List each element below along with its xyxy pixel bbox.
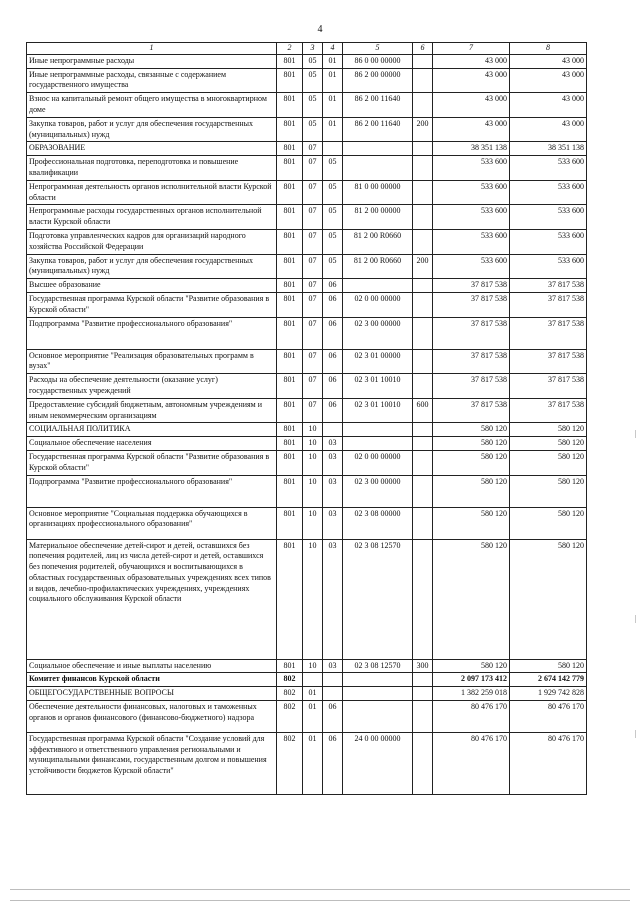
cell-c7: 533 600 [433, 180, 510, 205]
cell-c2: 801 [277, 254, 303, 279]
table-row [27, 475, 587, 507]
cell-c4: 06 [323, 374, 343, 399]
col-header: 7 [433, 43, 510, 55]
cell-c8: 38 351 138 [510, 142, 587, 156]
cell-c7: 580 120 [433, 659, 510, 673]
cell-c6 [413, 54, 433, 68]
cell-c8: 533 600 [510, 156, 587, 181]
cell-c4: 06 [323, 700, 343, 732]
cell-c6 [413, 180, 433, 205]
cell-c6 [413, 317, 433, 349]
table-row [27, 54, 587, 68]
margin-mark [635, 730, 636, 738]
cell-c7: 38 351 138 [433, 142, 510, 156]
cell-c3: 07 [303, 374, 323, 399]
cell-c3: 07 [303, 279, 323, 293]
cell-c7: 533 600 [433, 254, 510, 279]
cell-c2: 802 [277, 732, 303, 794]
cell-c5: 02 0 00 00000 [343, 292, 413, 317]
cell-c6 [413, 349, 433, 374]
row-label: Взнос на капитальный ремонт общего имущества в многоквартирном доме [27, 93, 277, 118]
table-row [27, 687, 587, 701]
table-row [27, 156, 587, 181]
cell-c6 [413, 68, 433, 93]
cell-c8: 580 120 [510, 507, 587, 539]
cell-c6 [413, 673, 433, 687]
cell-c6 [413, 450, 433, 475]
cell-c3: 07 [303, 317, 323, 349]
cell-c8: 533 600 [510, 205, 587, 230]
cell-c4: 03 [323, 450, 343, 475]
cell-c4 [323, 673, 343, 687]
cell-c6 [413, 93, 433, 118]
row-label: Подпрограмма "Развитие профессионального образования" [27, 475, 277, 507]
cell-c3: 01 [303, 687, 323, 701]
table-row [27, 673, 587, 687]
cell-c6 [413, 700, 433, 732]
row-label: Подпрограмма "Развитие профессионального образования" [27, 317, 277, 349]
row-label: Иные непрограммные расходы [27, 54, 277, 68]
cell-c4 [323, 423, 343, 437]
table-row [27, 254, 587, 279]
cell-c3: 05 [303, 54, 323, 68]
cell-c5: 02 3 01 00000 [343, 349, 413, 374]
cell-c2: 801 [277, 507, 303, 539]
cell-c3: 05 [303, 68, 323, 93]
cell-c6 [413, 229, 433, 254]
cell-c4: 06 [323, 292, 343, 317]
cell-c5: 81 2 00 R0660 [343, 229, 413, 254]
row-label: Социальное обеспечение и иные выплаты населению [27, 659, 277, 673]
cell-c3: 01 [303, 732, 323, 794]
cell-c2: 801 [277, 450, 303, 475]
cell-c2: 801 [277, 423, 303, 437]
cell-c2: 801 [277, 659, 303, 673]
row-label: ОБЩЕГОСУДАРСТВЕННЫЕ ВОПРОСЫ [27, 687, 277, 701]
row-label: Непрограммные расходы государственных органов исполнительной власти Курской области [27, 205, 277, 230]
cell-c2: 801 [277, 398, 303, 423]
cell-c7: 580 120 [433, 539, 510, 659]
budget-table [26, 42, 587, 795]
cell-c5 [343, 687, 413, 701]
cell-c4: 05 [323, 229, 343, 254]
cell-c2: 801 [277, 68, 303, 93]
row-label: Непрограммная деятельность органов исполнительной власти Курской области [27, 180, 277, 205]
cell-c7: 43 000 [433, 54, 510, 68]
cell-c7: 580 120 [433, 507, 510, 539]
cell-c3: 07 [303, 156, 323, 181]
scan-edge-line [10, 900, 630, 901]
cell-c3: 10 [303, 475, 323, 507]
table-row [27, 700, 587, 732]
table-row [27, 437, 587, 451]
cell-c3: 10 [303, 507, 323, 539]
cell-c8: 533 600 [510, 254, 587, 279]
cell-c5 [343, 279, 413, 293]
table-row [27, 68, 587, 93]
table-row [27, 374, 587, 399]
row-label: Государственная программа Курской области "Развитие образования в Курской области" [27, 450, 277, 475]
cell-c7: 580 120 [433, 475, 510, 507]
col-header: 6 [413, 43, 433, 55]
cell-c6 [413, 374, 433, 399]
cell-c7: 80 476 170 [433, 732, 510, 794]
table-row [27, 229, 587, 254]
row-label: Основное мероприятие "Реализация образовательных программ в вузах" [27, 349, 277, 374]
row-label: Государственная программа Курской области "Создание условий для эффективного и ответственного управления региональными и муниципальными финансами, государственным долгом и повышения устойчивости бюджетов Курской области" [27, 732, 277, 794]
cell-c5: 81 2 00 00000 [343, 205, 413, 230]
table-header-row [27, 43, 587, 55]
row-label: Предоставление субсидий бюджетным, автономным учреждениям и иным некоммерческим организациям [27, 398, 277, 423]
cell-c4: 06 [323, 279, 343, 293]
cell-c6 [413, 687, 433, 701]
cell-c6: 200 [413, 254, 433, 279]
cell-c3: 07 [303, 254, 323, 279]
row-label: Подготовка управленческих кадров для организаций народного хозяйства Российской Федерации [27, 229, 277, 254]
cell-c5: 81 0 00 00000 [343, 180, 413, 205]
cell-c2: 801 [277, 117, 303, 142]
table-row [27, 539, 587, 659]
cell-c5: 86 2 00 00000 [343, 68, 413, 93]
cell-c6 [413, 205, 433, 230]
cell-c4: 03 [323, 475, 343, 507]
row-label: Государственная программа Курской области "Развитие образования в Курской области" [27, 292, 277, 317]
cell-c5: 02 3 08 12570 [343, 539, 413, 659]
cell-c4: 01 [323, 54, 343, 68]
cell-c8: 37 817 538 [510, 374, 587, 399]
cell-c7: 43 000 [433, 93, 510, 118]
cell-c4: 03 [323, 659, 343, 673]
cell-c8: 37 817 538 [510, 349, 587, 374]
cell-c5: 81 2 00 R0660 [343, 254, 413, 279]
cell-c2: 801 [277, 156, 303, 181]
cell-c8: 580 120 [510, 437, 587, 451]
row-label: ОБРАЗОВАНИЕ [27, 142, 277, 156]
table-row [27, 205, 587, 230]
cell-c5: 02 3 01 10010 [343, 398, 413, 423]
scan-edge-line [10, 889, 630, 890]
cell-c4: 05 [323, 205, 343, 230]
cell-c3: 07 [303, 142, 323, 156]
cell-c5 [343, 673, 413, 687]
cell-c7: 580 120 [433, 450, 510, 475]
row-label: Материальное обеспечение детей-сирот и детей, оставшихся без попечения родителей, лиц из числа детей-сирот и детей, оставшихся без попечения родителей, обучающихся и воспитывающихся в областных государственных образовательных учреждениях всех типов и видов, лечебно-профилактических учреждениях, учреждениях социального обслуживания Курской области [27, 539, 277, 659]
row-label: Высшее образование [27, 279, 277, 293]
cell-c3: 10 [303, 450, 323, 475]
cell-c7: 37 817 538 [433, 374, 510, 399]
cell-c6 [413, 475, 433, 507]
cell-c2: 801 [277, 54, 303, 68]
cell-c3 [303, 673, 323, 687]
cell-c3: 07 [303, 349, 323, 374]
cell-c8: 2 674 142 779 [510, 673, 587, 687]
cell-c6: 300 [413, 659, 433, 673]
cell-c7: 37 817 538 [433, 398, 510, 423]
cell-c6 [413, 437, 433, 451]
cell-c8: 80 476 170 [510, 700, 587, 732]
col-header: 2 [277, 43, 303, 55]
cell-c3: 05 [303, 93, 323, 118]
cell-c4: 01 [323, 93, 343, 118]
cell-c4 [323, 687, 343, 701]
cell-c2: 802 [277, 700, 303, 732]
cell-c3: 07 [303, 292, 323, 317]
cell-c4 [323, 142, 343, 156]
cell-c6 [413, 279, 433, 293]
cell-c4: 06 [323, 398, 343, 423]
table-row [27, 398, 587, 423]
table-row [27, 93, 587, 118]
cell-c8: 37 817 538 [510, 317, 587, 349]
cell-c8: 37 817 538 [510, 292, 587, 317]
cell-c7: 37 817 538 [433, 279, 510, 293]
cell-c3: 10 [303, 437, 323, 451]
cell-c3: 01 [303, 700, 323, 732]
cell-c7: 533 600 [433, 205, 510, 230]
cell-c2: 801 [277, 349, 303, 374]
table-row [27, 317, 587, 349]
cell-c7: 580 120 [433, 423, 510, 437]
cell-c7: 580 120 [433, 437, 510, 451]
cell-c5 [343, 142, 413, 156]
cell-c8: 43 000 [510, 54, 587, 68]
cell-c6: 600 [413, 398, 433, 423]
cell-c3: 07 [303, 229, 323, 254]
col-header: 8 [510, 43, 587, 55]
cell-c2: 801 [277, 229, 303, 254]
row-label: Закупка товаров, работ и услуг для обеспечения государственных (муниципальных) нужд [27, 254, 277, 279]
cell-c2: 801 [277, 292, 303, 317]
cell-c8: 80 476 170 [510, 732, 587, 794]
cell-c6 [413, 423, 433, 437]
cell-c5: 02 3 00 00000 [343, 317, 413, 349]
cell-c2: 801 [277, 205, 303, 230]
cell-c4: 03 [323, 539, 343, 659]
cell-c5: 24 0 00 00000 [343, 732, 413, 794]
cell-c5: 86 2 00 11640 [343, 117, 413, 142]
table-row [27, 142, 587, 156]
cell-c2: 801 [277, 180, 303, 205]
cell-c8: 580 120 [510, 423, 587, 437]
cell-c5: 86 2 00 11640 [343, 93, 413, 118]
cell-c7: 80 476 170 [433, 700, 510, 732]
cell-c5 [343, 437, 413, 451]
cell-c7: 37 817 538 [433, 292, 510, 317]
cell-c4: 05 [323, 254, 343, 279]
cell-c3: 07 [303, 398, 323, 423]
cell-c3: 10 [303, 423, 323, 437]
cell-c3: 07 [303, 205, 323, 230]
cell-c8: 37 817 538 [510, 279, 587, 293]
cell-c8: 43 000 [510, 68, 587, 93]
table-body [27, 54, 587, 794]
cell-c8: 580 120 [510, 659, 587, 673]
table-row [27, 450, 587, 475]
cell-c4: 06 [323, 317, 343, 349]
col-header: 5 [343, 43, 413, 55]
cell-c6: 200 [413, 117, 433, 142]
cell-c4: 03 [323, 507, 343, 539]
table-row [27, 507, 587, 539]
cell-c8: 37 817 538 [510, 398, 587, 423]
cell-c7: 37 817 538 [433, 317, 510, 349]
cell-c2: 802 [277, 673, 303, 687]
col-header: 1 [27, 43, 277, 55]
cell-c3: 10 [303, 539, 323, 659]
cell-c8: 533 600 [510, 180, 587, 205]
cell-c8: 580 120 [510, 539, 587, 659]
cell-c3: 10 [303, 659, 323, 673]
cell-c7: 2 097 173 412 [433, 673, 510, 687]
cell-c8: 533 600 [510, 229, 587, 254]
table-row [27, 292, 587, 317]
cell-c2: 801 [277, 93, 303, 118]
table-row [27, 659, 587, 673]
cell-c5 [343, 156, 413, 181]
row-label: Расходы на обеспечение деятельности (оказание услуг) государственных учреждений [27, 374, 277, 399]
cell-c2: 801 [277, 475, 303, 507]
cell-c2: 801 [277, 317, 303, 349]
cell-c5: 02 3 08 00000 [343, 507, 413, 539]
cell-c6 [413, 732, 433, 794]
cell-c5: 02 3 00 00000 [343, 475, 413, 507]
margin-mark [635, 615, 636, 623]
table-row [27, 279, 587, 293]
row-label: Обеспечение деятельности финансовых, налоговых и таможенных органов и органов финансового (финансово-бюджетного) надзора [27, 700, 277, 732]
row-label: Закупка товаров, работ и услуг для обеспечения государственных (муниципальных) нужд [27, 117, 277, 142]
row-label: СОЦИАЛЬНАЯ ПОЛИТИКА [27, 423, 277, 437]
row-label: Комитет финансов Курской области [27, 673, 277, 687]
cell-c5 [343, 700, 413, 732]
cell-c8: 580 120 [510, 475, 587, 507]
row-label: Социальное обеспечение населения [27, 437, 277, 451]
cell-c8: 1 929 742 828 [510, 687, 587, 701]
page-number: 4 [317, 24, 323, 35]
cell-c7: 533 600 [433, 229, 510, 254]
cell-c6 [413, 292, 433, 317]
cell-c2: 801 [277, 437, 303, 451]
cell-c8: 580 120 [510, 450, 587, 475]
cell-c7: 43 000 [433, 117, 510, 142]
cell-c2: 801 [277, 539, 303, 659]
cell-c2: 802 [277, 687, 303, 701]
cell-c5: 86 0 00 00000 [343, 54, 413, 68]
cell-c6 [413, 142, 433, 156]
cell-c3: 07 [303, 180, 323, 205]
cell-c4: 01 [323, 68, 343, 93]
cell-c8: 43 000 [510, 93, 587, 118]
cell-c2: 801 [277, 279, 303, 293]
col-header: 3 [303, 43, 323, 55]
row-label: Иные непрограммные расходы, связанные с содержанием государственного имущества [27, 68, 277, 93]
cell-c6 [413, 539, 433, 659]
cell-c7: 1 382 259 018 [433, 687, 510, 701]
cell-c8: 43 000 [510, 117, 587, 142]
cell-c5: 02 0 00 00000 [343, 450, 413, 475]
cell-c6 [413, 507, 433, 539]
table-row [27, 423, 587, 437]
cell-c4: 05 [323, 156, 343, 181]
cell-c5: 02 3 01 10010 [343, 374, 413, 399]
cell-c7: 37 817 538 [433, 349, 510, 374]
cell-c5: 02 3 08 12570 [343, 659, 413, 673]
cell-c3: 05 [303, 117, 323, 142]
table-row [27, 732, 587, 794]
cell-c4: 05 [323, 180, 343, 205]
row-label: Основное мероприятие "Социальная поддержка обучающихся в организациях профессионального образования" [27, 507, 277, 539]
cell-c4: 03 [323, 437, 343, 451]
cell-c4: 06 [323, 732, 343, 794]
margin-mark [635, 430, 636, 438]
cell-c5 [343, 423, 413, 437]
cell-c7: 533 600 [433, 156, 510, 181]
cell-c4: 01 [323, 117, 343, 142]
table-row [27, 349, 587, 374]
cell-c6 [413, 156, 433, 181]
cell-c4: 06 [323, 349, 343, 374]
row-label: Профессиональная подготовка, переподготовка и повышение квалификации [27, 156, 277, 181]
table-row [27, 180, 587, 205]
cell-c2: 801 [277, 142, 303, 156]
table-row [27, 117, 587, 142]
cell-c2: 801 [277, 374, 303, 399]
col-header: 4 [323, 43, 343, 55]
cell-c7: 43 000 [433, 68, 510, 93]
